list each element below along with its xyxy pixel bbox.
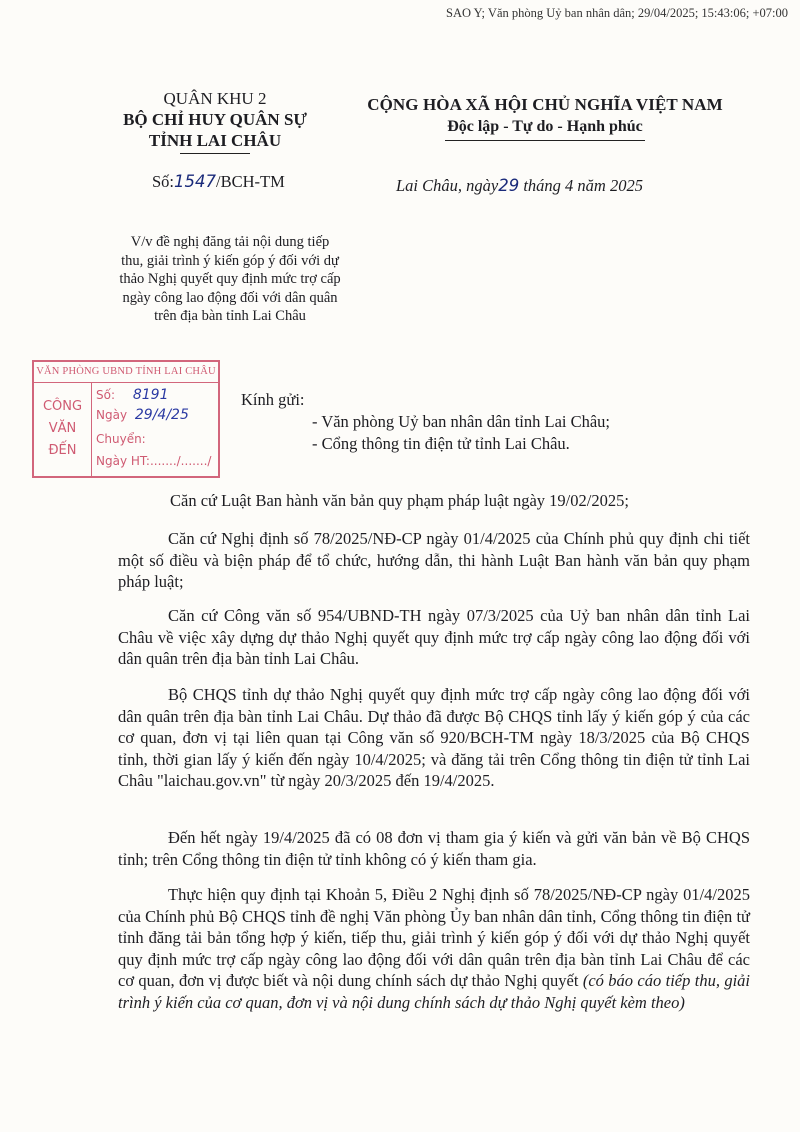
org-line-2: BỘ CHỈ HUY QUÂN SỰ — [123, 110, 307, 129]
paragraph-1: Căn cứ Luật Ban hành văn bản quy phạm pháp luật ngày 19/02/2025; — [170, 491, 629, 510]
recipient-2: - Cổng thông tin điện tử tỉnh Lai Châu. — [312, 434, 570, 453]
national-title: CỘNG HÒA XÃ HỘI CHỦ NGHĨA VIỆT NAM — [367, 95, 723, 114]
received-stamp — [32, 360, 220, 478]
org-line-3: TỈNH LAI CHÂU — [148, 131, 282, 150]
paragraph-3: Căn cứ Công văn số 954/UBND-TH ngày 07/3/2025 của Uỷ ban nhân dân tỉnh Lai Châu về việc xây dựng dự thảo Nghị quyết quy định mức trợ cấp ngày công lao động đối với dân quân trên địa bàn tỉnh Lai Châu. — [118, 606, 750, 668]
place-date-after: tháng 4 năm 2025 — [519, 176, 643, 195]
motto-underline — [445, 140, 645, 141]
stamp-ngay-label: Ngày — [96, 408, 128, 422]
greeting: Kính gửi: — [241, 390, 305, 409]
stamp-header: VĂN PHÒNG UBND TỈNH LAI CHÂU — [34, 362, 218, 383]
stamp-side-2: VĂN — [48, 421, 77, 436]
national-header — [350, 94, 740, 141]
day-handwritten: 29 — [498, 176, 520, 195]
paragraph-6-main: Thực hiện quy định tại Khoản 5, Điều 2 Nghị định số 78/2025/NĐ-CP ngày 01/4/2025 của Chính phủ Bộ CHQS tỉnh đề nghị Văn phòng Ủy ban nhân dân tỉnh, Cổng thông tin điện tử tỉnh đăng tải bản tổng hợp ý kiến, tiếp thu, giải trình ý kiến góp ý đối với dự thảo Nghị quyết quy định mức trợ cấp ngày công lao động đối với dân quân trên địa bàn tỉnh Lai Châu để các cơ quan, đơn vị được biết và nội dung chính sách dự thảo Nghị quyết — [118, 885, 750, 990]
org-underline — [180, 153, 250, 154]
stamp-side-1: CÔNG — [42, 399, 83, 414]
paragraph-2: Căn cứ Nghị định số 78/2025/NĐ-CP ngày 01/4/2025 của Chính phủ quy định chi tiết một số điều và biện pháp để tổ chức, hướng dẫn, thi hành Luật Ban hành văn bản quy phạm pháp luật; — [118, 529, 750, 591]
document-subject: V/v đề nghị đăng tải nội dung tiếp thu, giải trình ý kiến góp ý đối với dự thảo Nghị quyết quy định mức trợ cấp ngày công lao động đối với dân quân trên địa bàn tỉnh Lai Châu — [119, 234, 341, 324]
digital-copy-stamp: SAO Y; Văn phòng Uỷ ban nhân dân; 29/04/2025; 15:43:06; +07:00 — [446, 6, 788, 20]
stamp-ngay-field — [96, 407, 189, 423]
stamp-ngay-value: 29/4/25 — [134, 407, 189, 423]
doc-number-prefix: Số: — [152, 172, 175, 191]
stamp-side-3: ĐẾN — [48, 443, 77, 458]
paragraph-5: Đến hết ngày 19/4/2025 đã có 08 đơn vị tham gia ý kiến và gửi văn bản về Bộ CHQS tỉnh; trên Cổng thông tin điện tử tỉnh không có ý kiến tham gia. — [118, 828, 750, 869]
stamp-so-value: 8191 — [132, 387, 169, 403]
paragraph-6-italic: (có báo cáo tiếp thu, giải trình ý kiến của cơ quan, đơn vị và nội dung chính sách dự thảo Nghị quyết kèm theo) — [118, 971, 750, 1012]
doc-number-suffix: /BCH-TM — [216, 172, 285, 191]
place-date-before: Lai Châu, ngày — [396, 176, 499, 195]
stamp-so-label: Số: — [96, 388, 116, 402]
stamp-ngayht-field: Ngày HT:......./......./ — [96, 454, 212, 468]
place-and-date — [396, 176, 643, 196]
org-line-1: QUÂN KHU 2 — [163, 89, 267, 108]
paragraph-4: Bộ CHQS tỉnh dự thảo Nghị quyết quy định mức trợ cấp ngày công lao động đối với dân quân trên địa bàn tỉnh Lai Châu. Dự thảo đã được Bộ CHQS tỉnh lấy ý kiến góp ý của các cơ quan, đơn vị tại liên quan tại Công văn số 920/BCH-TM ngày 18/3/2025 của Bộ CHQS tỉnh, thời gian lấy ý kiến đến ngày 10/4/2025; và đăng tải trên Cổng thông tin điện tử tỉnh Lai Châu "laichau.gov.vn" từ ngày 20/3/2025 đến 19/4/2025. — [118, 685, 750, 790]
national-motto: Độc lập - Tự do - Hạnh phúc — [447, 118, 643, 135]
stamp-side-label — [34, 382, 92, 476]
paragraph-6 — [118, 884, 750, 1013]
issuing-organization — [110, 88, 320, 154]
doc-number-handwritten: 1547 — [174, 172, 217, 191]
stamp-so-field — [96, 387, 168, 403]
stamp-chuyen-field: Chuyển: — [96, 432, 146, 446]
recipient-1: - Văn phòng Uỷ ban nhân dân tỉnh Lai Châu; — [312, 412, 611, 431]
document-number — [152, 172, 285, 192]
